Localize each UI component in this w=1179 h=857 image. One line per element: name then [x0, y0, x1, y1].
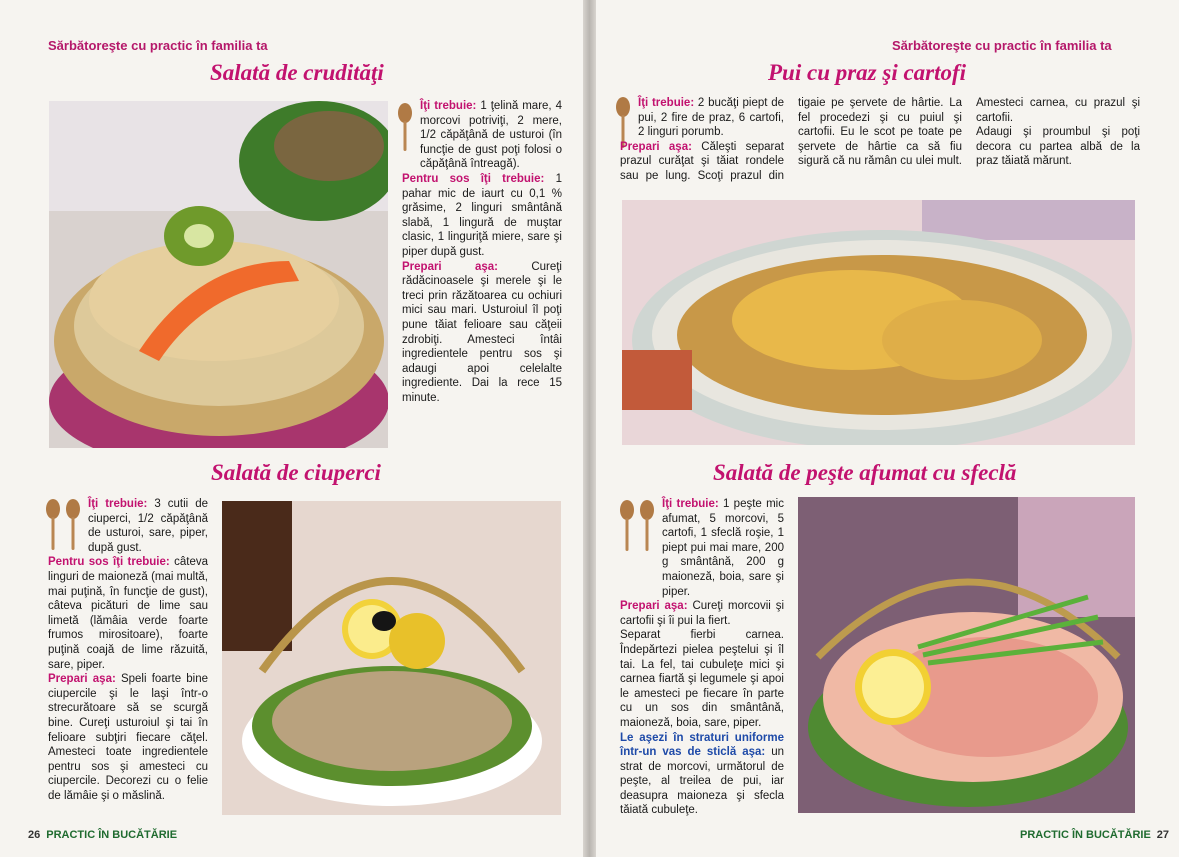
recipe-title-crudites: Salată de crudităţi	[210, 60, 384, 85]
layering-label: Le aşezi în straturi uniforme într-un vas de sticlă aşa:	[620, 731, 784, 759]
method-label: Prepari aşa:	[620, 600, 688, 613]
page-footer	[1020, 829, 1175, 841]
page-header: Sărbătoreşte cu practic în familia ta	[48, 38, 268, 53]
right-page	[596, 0, 1179, 857]
magazine-name: PRACTIC ÎN BUCĂTĂRIE	[46, 829, 178, 841]
magazine-name: PRACTIC ÎN BUCĂTĂRIE	[1020, 829, 1151, 841]
method-label: Prepari aşa:	[620, 140, 692, 153]
ingredients-label: Îţi trebuie:	[638, 97, 695, 109]
page-footer	[28, 829, 177, 841]
method-label: Prepari aşa:	[48, 673, 116, 686]
ingredients-text: 1 ţelină mare, 4 morcovi potriviţi, 2 mere, 1/2 căpăţână de usturoi (în funcţie de gust poţi folosi o căpăţână întreagă).	[420, 100, 562, 171]
recipe-text-smoked-fish	[620, 497, 784, 818]
ingredients-text: 1 peşte mic afumat, 5 morcovi, 5 cartofi, 1 sfeclă roşie, 1 piept pui mai mare, 200 g smântână, 200 g maioneză, boia, sare şi piper.	[662, 498, 784, 598]
recipe-text-mushrooms	[48, 497, 208, 803]
page-header: Sărbătoreşte cu practic în familia ta	[892, 38, 1112, 53]
method-text: Cureţi morcovii şi cartofii şi îi pui la fiert.	[620, 600, 784, 627]
photo-chicken-potatoes	[622, 200, 1135, 445]
ingredients-label: Îţi trebuie:	[420, 100, 477, 112]
ingredients-label: Îţi trebuie:	[662, 498, 719, 510]
method-text: Căleşti separat prazul curăţat şi tăiat rondele sau pe lung. Scoţi prazul din tigaie pe şervete de hârtie. La fel procedezi şi cu puiul şi cartofii. Eu le scot pe toate pe şervete de hârtie ca să fiu sigură că nu rămân cu ulei mult. Amesteci carnea, cu prazul şi cartofii.	[620, 97, 1140, 182]
page-number: 27	[1156, 829, 1170, 841]
ingredients-text: 2 bucăţi piept de pui, 2 fire de praz, 6 cartofi, 2 linguri porumb.	[638, 97, 784, 139]
photo-smoked-fish-salad	[798, 497, 1135, 813]
method-label: Prepari aşa:	[402, 260, 498, 273]
sauce-label: Pentru sos îţi trebuie:	[402, 172, 545, 185]
method-text-continued: Adaugi şi proumbul şi poţi decora cu partea albă de la praz tăiată mărunt.	[976, 126, 1140, 168]
page-number: 26	[28, 829, 41, 841]
recipe-text-chicken-leek	[620, 96, 1140, 184]
photo-crudites-salad	[49, 101, 388, 448]
recipe-title-mushrooms: Salată de ciuperci	[211, 460, 381, 485]
recipe-title-smoked-fish: Salată de peşte afumat cu sfeclă	[713, 460, 1017, 485]
photo-mushroom-salad	[222, 501, 561, 815]
sauce-text: câteva linguri de maioneză (mai multă, mai puţină, în funcţie de gust), câteva picături de lime sau limetă (lămâia verde foarte frumos mirositoare), foarte puţină coajă de lime răzuită, sare, piper.	[48, 556, 208, 671]
sauce-text: 1 pahar mic de iaurt cu 0,1 % grăsime, 2 linguri smântână slabă, 1 lingură de muştar clasic, 1 linguriţă miere, sare şi piper după gust.	[402, 172, 562, 258]
method-text: Cureţi rădăcinoasele şi merele şi le treci prin răzătoarea cu ochiuri mici sau mari. Usturoiul îl poţi pune tăiat felioare sau căţeii zdrobiţi. Amesteci întâi ingredientele pentru sos şi adaugi apoi celelalte ingrediente. Dai la rece 15 minute.	[402, 260, 562, 404]
spine-gutter	[583, 0, 596, 857]
method-text: Speli foarte bine ciupercile şi le laşi într-o strecurătoare să se scurgă bine. Cureţi usturoiul şi tai în felioare subţiri fiecare căţel. Amesteci toate ingredientele pentru sos şi amesteci cu ciupercile. Decorezi cu o felie de lămâie şi o măslină.	[48, 673, 208, 802]
method-text-continued: Separat fierbi carnea. Îndepărtezi pielea peştelui şi îl tai. La fel, tai cubuleţe mici şi carnea fiartă şi legumele şi apoi le amesteci pe fiecare în parte cu un sos din smântână, maioneză, boia, sare, piper.	[620, 629, 784, 729]
ingredients-label: Îţi trebuie:	[88, 498, 148, 510]
layering-text: un strat de morcovi, următorul de peşte, al treilea de pui, iar deasupra maioneza şi sfecla tăiată cubuleţe.	[620, 746, 784, 817]
recipe-text-crudites	[402, 99, 562, 405]
left-page	[0, 0, 583, 857]
sauce-label: Pentru sos îţi trebuie:	[48, 556, 170, 569]
ingredients-text: 3 cutii de ciuperci, 1/2 căpăţână de usturoi, sare, piper, după gust.	[88, 498, 209, 554]
recipe-title-chicken-leek: Pui cu praz şi cartofi	[768, 60, 967, 85]
